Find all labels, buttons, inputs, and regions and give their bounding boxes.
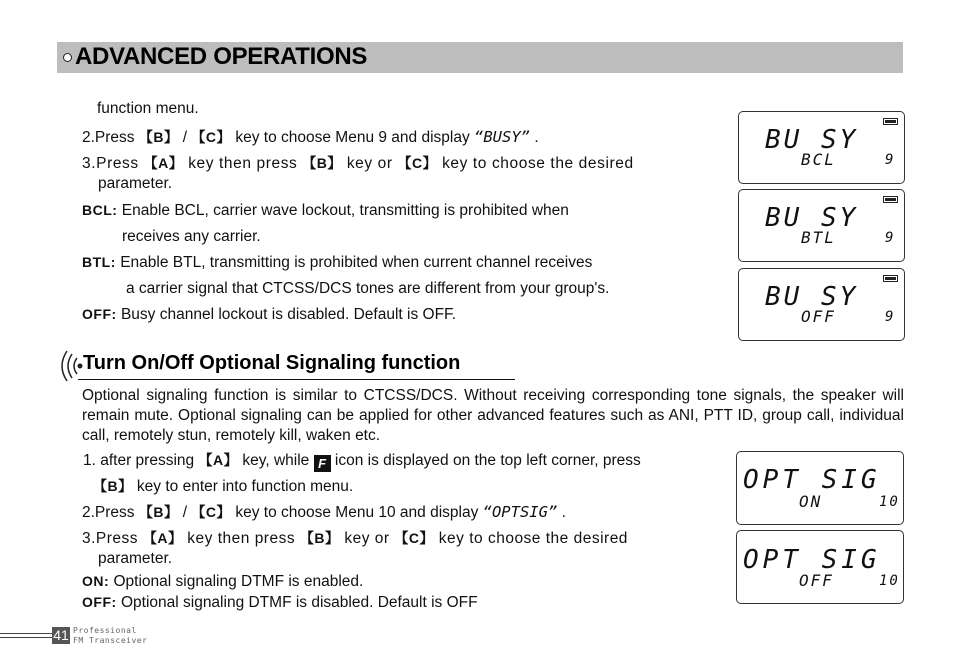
option-label: OFF: (82, 306, 117, 322)
lcd-display (738, 111, 905, 184)
option-text-continued: receives any carrier. (122, 228, 261, 245)
section-underline (78, 379, 515, 380)
step-3-continued: parameter. (98, 175, 173, 192)
section-banner (57, 42, 903, 73)
step-1 (83, 451, 641, 472)
option-label: BCL: (82, 202, 118, 218)
option-text: Optional signaling DTMF is enabled. (109, 573, 364, 590)
step-2 (82, 503, 566, 522)
step-text: key or (339, 530, 395, 547)
step-text: key to choose Menu 9 and display (231, 129, 475, 146)
battery-icon (883, 275, 898, 282)
option-off (82, 305, 456, 324)
key-b: 【B】 (299, 530, 340, 546)
option-label: ON: (82, 573, 110, 589)
battery-icon (883, 196, 898, 203)
step-2 (82, 128, 539, 147)
step-text: / (178, 129, 192, 146)
option-label: BTL: (82, 254, 116, 270)
lcd-display (738, 189, 905, 262)
key-c: 【C】 (191, 504, 232, 520)
lcd-main-text: BU SY (765, 282, 859, 312)
lcd-main-text: BU SY (765, 125, 859, 155)
page-title: ADVANCED OPERATIONS (75, 43, 368, 70)
lcd-main-text: BU SY (765, 203, 859, 233)
lcd-display (736, 451, 904, 525)
footer-rule (0, 637, 52, 638)
option-text-continued: a carrier signal that CTCSS/DCS tones are different from your group's. (126, 280, 610, 297)
lcd-menu-number: 10 (879, 573, 900, 589)
step-text: key to enter into function menu. (132, 478, 354, 495)
step-3 (82, 154, 727, 173)
option-on (82, 572, 363, 591)
key-a: 【A】 (143, 155, 184, 171)
key-a: 【A】 (142, 530, 183, 546)
step-1-continued (93, 477, 353, 496)
lcd-sub-text: OFF (801, 307, 836, 326)
brand-line-1: Professional (73, 626, 137, 635)
step-text: 2.Press (82, 504, 139, 521)
lcd-menu-number: 9 (885, 152, 896, 168)
step-text: 3.Press (82, 155, 144, 172)
lcd-sub-text: OFF (799, 571, 834, 590)
key-c: 【C】 (394, 530, 434, 546)
lcd-main-text: OPT SIG (743, 545, 881, 575)
lcd-menu-number: 9 (885, 309, 896, 325)
key-a: 【A】 (198, 452, 239, 468)
brand-line-2: FM Transceiver (73, 636, 148, 645)
battery-icon (883, 118, 898, 125)
key-b: 【B】 (302, 155, 342, 171)
step-text: . (530, 129, 539, 146)
lcd-display (738, 268, 905, 341)
option-btl (82, 253, 592, 272)
option-bcl (82, 201, 569, 220)
section-title: Turn On/Off Optional Signaling function (83, 352, 461, 374)
step-3 (82, 529, 727, 548)
step-text: / (178, 504, 192, 521)
signal-wave-icon (56, 350, 84, 382)
option-off (82, 593, 478, 612)
option-text: Optional signaling DTMF is disabled. Default is OFF (116, 594, 478, 611)
step-text: key to choose the desired (437, 155, 634, 172)
lcd-sub-text: ON (799, 492, 823, 511)
step-text: icon is displayed on the top left corner, press (330, 452, 641, 469)
lcd-sub-text: BCL (801, 150, 836, 169)
section-paragraph: Optional signaling function is similar to CTCSS/DCS. Without receiving corresponding tone signals, the speaker will remain mute. Optional signaling can be applied for other advanced features such as ANI, PTT ID, group call, individual call, remotely stun, remotely kill, waken etc. (82, 387, 904, 444)
step-3-continued: parameter. (98, 550, 173, 567)
display-name: “BUSY” (474, 128, 531, 146)
option-text: Enable BCL, carrier wave lockout, transmitting is prohibited when (117, 202, 569, 219)
option-label: OFF: (82, 594, 117, 610)
step-text: key, while (238, 452, 314, 469)
display-name: “OPTSIG” (482, 503, 558, 521)
key-b: 【B】 (93, 478, 133, 494)
function-f-icon: F (314, 455, 331, 472)
key-c: 【C】 (397, 155, 438, 171)
page-number: 41 (53, 627, 69, 643)
bullet-icon (63, 53, 72, 62)
key-b: 【B】 (138, 129, 179, 145)
footer-rule (0, 633, 52, 634)
option-text: Enable BTL, transmitting is prohibited when current channel receives (115, 254, 593, 271)
step-text: key to choose Menu 10 and display (231, 504, 483, 521)
step-text: key then press (183, 155, 303, 172)
step-text: 1. after pressing (83, 452, 199, 469)
step-text: . (557, 504, 566, 521)
step-text: key to choose the desired (433, 530, 628, 547)
key-c: 【C】 (191, 129, 232, 145)
step-text: 2.Press (82, 129, 139, 146)
lcd-sub-text: BTL (801, 228, 836, 247)
key-b: 【B】 (138, 504, 179, 520)
text-line: function menu. (97, 100, 199, 117)
lcd-main-text: OPT SIG (743, 465, 881, 495)
lcd-menu-number: 10 (879, 494, 900, 510)
step-text: key or (341, 155, 398, 172)
step-text: 3.Press (82, 530, 143, 547)
step-text: key then press (182, 530, 300, 547)
option-text: Busy channel lockout is disabled. Default is OFF. (116, 306, 457, 323)
lcd-menu-number: 9 (885, 230, 896, 246)
lcd-display (736, 530, 904, 604)
